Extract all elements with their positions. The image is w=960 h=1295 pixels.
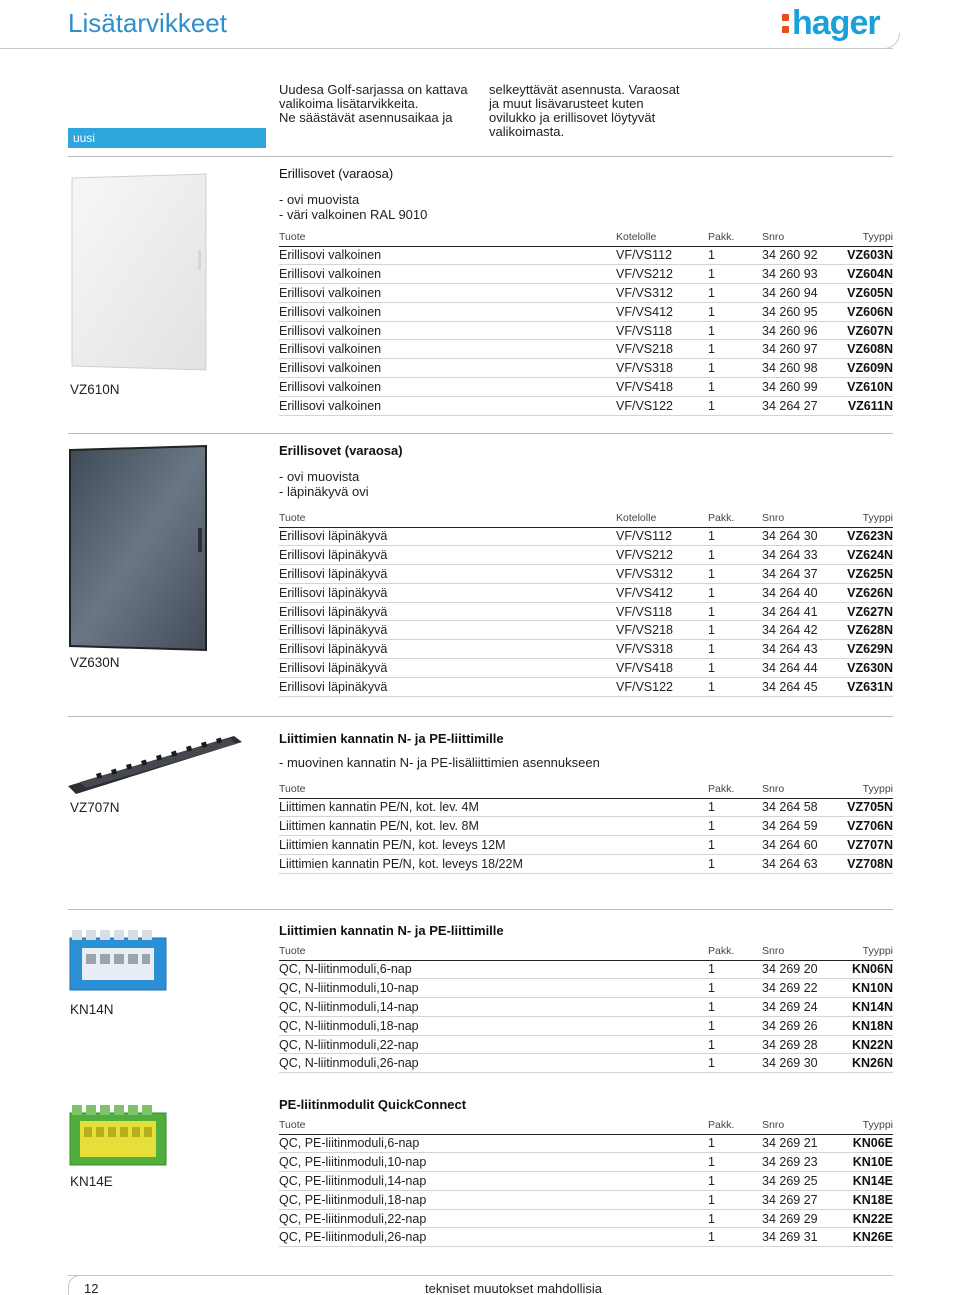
table-row <box>279 378 893 397</box>
pack-qty: 1 <box>708 1228 762 1247</box>
header-product: Tuote <box>279 229 616 246</box>
page-title: Lisätarvikkeet <box>68 8 227 38</box>
brand-name: hager <box>792 4 880 42</box>
type-code: KN14E <box>832 1172 893 1191</box>
desc-line: - ovi muovista <box>279 192 360 207</box>
snro: 34 260 94 <box>762 284 832 303</box>
table-row <box>279 1172 893 1191</box>
pack-qty: 1 <box>708 836 762 855</box>
type-code: VZ625N <box>832 565 893 584</box>
header-enclosure: Kotelolle <box>616 229 708 246</box>
product-name: Erillisovi valkoinen <box>279 378 616 397</box>
enclosure: VF/VS312 <box>616 565 708 584</box>
snro: 34 264 58 <box>762 798 832 817</box>
snro: 34 269 29 <box>762 1209 832 1228</box>
header-snro: Snro <box>762 943 832 960</box>
product-name: Erillisovi läpinäkyvä <box>279 640 616 659</box>
snro: 34 269 21 <box>762 1134 832 1153</box>
logo-dot <box>782 14 789 21</box>
product-name: QC, N-liitinmoduli,18-nap <box>279 1016 708 1035</box>
desc-line: - väri valkoinen RAL 9010 <box>279 207 428 222</box>
white-door-image <box>68 170 210 375</box>
pack-qty: 1 <box>708 621 762 640</box>
snro: 34 264 41 <box>762 602 832 621</box>
product-name: QC, N-liitinmoduli,10-nap <box>279 979 708 998</box>
pack-qty: 1 <box>708 546 762 565</box>
type-code: VZ606N <box>832 302 893 321</box>
type-code: KN26E <box>832 1228 893 1247</box>
type-code: VZ608N <box>832 340 893 359</box>
type-code: VZ631N <box>832 677 893 696</box>
pe-terminal-module-image <box>68 1103 170 1169</box>
header-snro: Snro <box>762 781 832 798</box>
header-type: Tyyppi <box>832 943 893 960</box>
pack-qty: 1 <box>708 1016 762 1035</box>
pack-qty: 1 <box>708 854 762 873</box>
product-name: Erillisovi valkoinen <box>279 321 616 340</box>
table-row <box>279 359 893 378</box>
product-code: KN14E <box>70 1174 113 1189</box>
type-code: KN22N <box>832 1035 893 1054</box>
type-code: KN10N <box>832 979 893 998</box>
product-name: QC, PE-liitinmoduli,18-nap <box>279 1190 708 1209</box>
table-row <box>279 836 893 855</box>
snro: 34 264 27 <box>762 396 832 415</box>
table-row <box>279 1153 893 1172</box>
header-pack: Pakk. <box>708 1117 762 1134</box>
table-row <box>279 1016 893 1035</box>
type-code: VZ604N <box>832 265 893 284</box>
pack-qty: 1 <box>708 659 762 678</box>
table-row <box>279 640 893 659</box>
n-terminal-module-image <box>68 928 170 994</box>
pack-qty: 1 <box>708 527 762 546</box>
section-title: Erillisovet (varaosa) <box>279 443 403 458</box>
product-name: Erillisovi läpinäkyvä <box>279 565 616 584</box>
table-row <box>279 1209 893 1228</box>
snro: 34 269 27 <box>762 1190 832 1209</box>
snro: 34 264 40 <box>762 583 832 602</box>
enclosure: VF/VS112 <box>616 246 708 265</box>
pack-qty: 1 <box>708 1153 762 1172</box>
table-row <box>279 1190 893 1209</box>
enclosure: VF/VS418 <box>616 378 708 397</box>
snro: 34 260 92 <box>762 246 832 265</box>
enclosure: VF/VS118 <box>616 321 708 340</box>
snro: 34 264 45 <box>762 677 832 696</box>
header-snro: Snro <box>762 1117 832 1134</box>
table-row <box>279 527 893 546</box>
pack-qty: 1 <box>708 979 762 998</box>
header-product: Tuote <box>279 1117 708 1134</box>
enclosure: VF/VS218 <box>616 621 708 640</box>
table-row <box>279 998 893 1017</box>
page-number: 12 <box>84 1281 99 1295</box>
logo-dot <box>782 26 789 33</box>
section-title: Erillisovet (varaosa) <box>279 166 394 181</box>
snro: 34 264 43 <box>762 640 832 659</box>
pack-qty: 1 <box>708 960 762 979</box>
type-code: VZ611N <box>832 396 893 415</box>
type-code: VZ607N <box>832 321 893 340</box>
snro: 34 269 30 <box>762 1054 832 1073</box>
product-name: Erillisovi valkoinen <box>279 340 616 359</box>
enclosure: VF/VS312 <box>616 284 708 303</box>
product-code: VZ630N <box>70 655 120 670</box>
type-code: VZ624N <box>832 546 893 565</box>
enclosure: VF/VS212 <box>616 546 708 565</box>
type-code: KN22E <box>832 1209 893 1228</box>
type-code: VZ623N <box>832 527 893 546</box>
table-row <box>279 396 893 415</box>
product-name: Liittimien kannatin PE/N, kot. leveys 18/22M <box>279 854 708 873</box>
table-row <box>279 246 893 265</box>
snro: 34 260 97 <box>762 340 832 359</box>
type-code: KN06E <box>832 1134 893 1153</box>
table-row <box>279 265 893 284</box>
spec-table <box>279 781 893 874</box>
product-name: Erillisovi valkoinen <box>279 302 616 321</box>
enclosure: VF/VS118 <box>616 602 708 621</box>
enclosure: VF/VS418 <box>616 659 708 678</box>
snro: 34 260 95 <box>762 302 832 321</box>
product-name: Liittimen kannatin PE/N, kot. lev. 8M <box>279 817 708 836</box>
product-name: QC, PE-liitinmoduli,10-nap <box>279 1153 708 1172</box>
product-code: VZ610N <box>70 382 120 397</box>
product-name: QC, PE-liitinmoduli,26-nap <box>279 1228 708 1247</box>
pack-qty: 1 <box>708 677 762 696</box>
type-code: KN14N <box>832 998 893 1017</box>
section-divider <box>68 156 893 157</box>
pack-qty: 1 <box>708 340 762 359</box>
pack-qty: 1 <box>708 1035 762 1054</box>
snro: 34 264 33 <box>762 546 832 565</box>
header-type: Tyyppi <box>832 1117 893 1134</box>
product-name: Erillisovi valkoinen <box>279 359 616 378</box>
enclosure: VF/VS318 <box>616 359 708 378</box>
intro-text-col2 <box>489 83 680 139</box>
snro: 34 269 26 <box>762 1016 832 1035</box>
type-code: VZ630N <box>832 659 893 678</box>
pack-qty: 1 <box>708 246 762 265</box>
section-description <box>279 469 369 499</box>
product-name: Erillisovi läpinäkyvä <box>279 546 616 565</box>
product-name: Erillisovi läpinäkyvä <box>279 527 616 546</box>
type-code: KN18N <box>832 1016 893 1035</box>
type-code: VZ609N <box>832 359 893 378</box>
snro: 34 269 25 <box>762 1172 832 1191</box>
header-snro: Snro <box>762 229 832 246</box>
product-code: VZ707N <box>70 800 120 815</box>
product-name: Erillisovi läpinäkyvä <box>279 583 616 602</box>
intro-line: selkeyttävät asennusta. Varaosat <box>489 82 680 97</box>
product-name: QC, PE-liitinmoduli,6-nap <box>279 1134 708 1153</box>
footer-divider <box>68 1275 893 1276</box>
table-row <box>279 659 893 678</box>
header-divider <box>0 48 893 49</box>
type-code: VZ706N <box>832 817 893 836</box>
section-title: Liittimien kannatin N- ja PE-liittimille <box>279 731 504 746</box>
spec-table <box>279 943 893 1073</box>
pack-qty: 1 <box>708 1209 762 1228</box>
table-row <box>279 1134 893 1153</box>
table-row <box>279 798 893 817</box>
pack-qty: 1 <box>708 1134 762 1153</box>
table-row <box>279 1228 893 1247</box>
header-pack: Pakk. <box>708 781 762 798</box>
enclosure: VF/VS412 <box>616 302 708 321</box>
header-type: Tyyppi <box>832 229 893 246</box>
pack-qty: 1 <box>708 640 762 659</box>
spec-table <box>279 229 893 416</box>
desc-line: - ovi muovista <box>279 469 360 484</box>
pack-qty: 1 <box>708 798 762 817</box>
table-row <box>279 1054 893 1073</box>
table-row <box>279 321 893 340</box>
new-tag: uusi <box>68 128 266 148</box>
product-name: QC, PE-liitinmoduli,22-nap <box>279 1209 708 1228</box>
spec-table <box>279 1117 893 1247</box>
snro: 34 264 63 <box>762 854 832 873</box>
footer-divider-curve <box>68 1275 80 1295</box>
pack-qty: 1 <box>708 265 762 284</box>
product-name: Erillisovi läpinäkyvä <box>279 659 616 678</box>
hager-logo <box>780 4 890 46</box>
footer-note: tekniset muutokset mahdollisia <box>425 1281 603 1295</box>
intro-line: Uudesa Golf-sarjassa on kattava <box>279 82 468 97</box>
snro: 34 264 44 <box>762 659 832 678</box>
type-code: VZ603N <box>832 246 893 265</box>
intro-line: Ne säästävät asennusaikaa ja <box>279 110 453 125</box>
type-code: VZ628N <box>832 621 893 640</box>
header-type: Tyyppi <box>832 510 893 527</box>
product-name: QC, N-liitinmoduli,14-nap <box>279 998 708 1017</box>
enclosure: VF/VS318 <box>616 640 708 659</box>
snro: 34 264 37 <box>762 565 832 584</box>
enclosure: VF/VS122 <box>616 396 708 415</box>
header-pack: Pakk. <box>708 943 762 960</box>
type-code: VZ705N <box>832 798 893 817</box>
product-name: Erillisovi valkoinen <box>279 265 616 284</box>
type-code: KN06N <box>832 960 893 979</box>
enclosure: VF/VS212 <box>616 265 708 284</box>
header-product: Tuote <box>279 943 708 960</box>
product-name: Liittimen kannatin PE/N, kot. lev. 4M <box>279 798 708 817</box>
snro: 34 260 99 <box>762 378 832 397</box>
pack-qty: 1 <box>708 565 762 584</box>
table-row <box>279 602 893 621</box>
transparent-door-image <box>66 444 212 654</box>
type-code: KN18E <box>832 1190 893 1209</box>
product-name: QC, N-liitinmoduli,6-nap <box>279 960 708 979</box>
intro-line: valikoima lisätarvikkeita. <box>279 96 419 111</box>
type-code: VZ708N <box>832 854 893 873</box>
table-row <box>279 1035 893 1054</box>
pack-qty: 1 <box>708 302 762 321</box>
section-description <box>279 192 427 222</box>
table-row <box>279 546 893 565</box>
table-row <box>279 979 893 998</box>
pack-qty: 1 <box>708 998 762 1017</box>
product-name: Erillisovi läpinäkyvä <box>279 602 616 621</box>
header-divider-curve <box>884 33 900 49</box>
table-row <box>279 817 893 836</box>
type-code: VZ626N <box>832 583 893 602</box>
pack-qty: 1 <box>708 1054 762 1073</box>
header-pack: Pakk. <box>708 510 762 527</box>
enclosure: VF/VS112 <box>616 527 708 546</box>
intro-line: valikoimasta. <box>489 124 565 139</box>
snro: 34 260 93 <box>762 265 832 284</box>
snro: 34 260 96 <box>762 321 832 340</box>
snro: 34 264 60 <box>762 836 832 855</box>
product-name: Erillisovi läpinäkyvä <box>279 621 616 640</box>
product-name: QC, PE-liitinmoduli,14-nap <box>279 1172 708 1191</box>
table-row <box>279 960 893 979</box>
snro: 34 264 59 <box>762 817 832 836</box>
pack-qty: 1 <box>708 602 762 621</box>
snro: 34 269 31 <box>762 1228 832 1247</box>
product-name: Liittimien kannatin PE/N, kot. leveys 12M <box>279 836 708 855</box>
snro: 34 264 30 <box>762 527 832 546</box>
spec-table <box>279 510 893 697</box>
header-pack: Pakk. <box>708 229 762 246</box>
header-product: Tuote <box>279 781 708 798</box>
pack-qty: 1 <box>708 1190 762 1209</box>
snro: 34 269 23 <box>762 1153 832 1172</box>
type-code: VZ605N <box>832 284 893 303</box>
section-title: PE-liitinmodulit QuickConnect <box>279 1097 467 1112</box>
snro: 34 269 20 <box>762 960 832 979</box>
enclosure: VF/VS122 <box>616 677 708 696</box>
desc-line: - läpinäkyvä ovi <box>279 484 369 499</box>
table-row <box>279 302 893 321</box>
type-code: VZ707N <box>832 836 893 855</box>
type-code: VZ629N <box>832 640 893 659</box>
section-divider <box>68 909 893 910</box>
snro: 34 260 98 <box>762 359 832 378</box>
product-name: QC, N-liitinmoduli,22-nap <box>279 1035 708 1054</box>
pack-qty: 1 <box>708 378 762 397</box>
table-row <box>279 621 893 640</box>
enclosure: VF/VS412 <box>616 583 708 602</box>
snro: 34 269 24 <box>762 998 832 1017</box>
type-code: VZ610N <box>832 378 893 397</box>
product-name: Erillisovi läpinäkyvä <box>279 677 616 696</box>
product-name: Erillisovi valkoinen <box>279 284 616 303</box>
table-row <box>279 284 893 303</box>
table-row <box>279 854 893 873</box>
product-name: QC, N-liitinmoduli,26-nap <box>279 1054 708 1073</box>
pack-qty: 1 <box>708 817 762 836</box>
pack-qty: 1 <box>708 583 762 602</box>
desc-line: - muovinen kannatin N- ja PE-lisäliittimien asennukseen <box>279 755 600 770</box>
type-code: VZ627N <box>832 602 893 621</box>
header-snro: Snro <box>762 510 832 527</box>
intro-text-col1 <box>279 83 468 125</box>
table-row <box>279 340 893 359</box>
pack-qty: 1 <box>708 1172 762 1191</box>
product-code: KN14N <box>70 1002 114 1017</box>
header-product: Tuote <box>279 510 616 527</box>
pack-qty: 1 <box>708 321 762 340</box>
table-row <box>279 583 893 602</box>
type-code: KN10E <box>832 1153 893 1172</box>
pack-qty: 1 <box>708 284 762 303</box>
section-divider <box>68 433 893 434</box>
intro-line: ovilukko ja erillisovet löytyvät <box>489 110 656 125</box>
pack-qty: 1 <box>708 359 762 378</box>
enclosure: VF/VS218 <box>616 340 708 359</box>
table-row <box>279 677 893 696</box>
type-code: KN26N <box>832 1054 893 1073</box>
section-title: Liittimien kannatin N- ja PE-liittimille <box>279 923 504 938</box>
header-enclosure: Kotelolle <box>616 510 708 527</box>
section-description <box>279 755 600 770</box>
pack-qty: 1 <box>708 396 762 415</box>
snro: 34 264 42 <box>762 621 832 640</box>
product-name: Erillisovi valkoinen <box>279 246 616 265</box>
snro: 34 269 22 <box>762 979 832 998</box>
terminal-carrier-image <box>66 728 244 796</box>
snro: 34 269 28 <box>762 1035 832 1054</box>
table-row <box>279 565 893 584</box>
section-divider <box>68 716 893 717</box>
product-name: Erillisovi valkoinen <box>279 396 616 415</box>
intro-line: ja muut lisävarusteet kuten <box>489 96 644 111</box>
header-type: Tyyppi <box>832 781 893 798</box>
